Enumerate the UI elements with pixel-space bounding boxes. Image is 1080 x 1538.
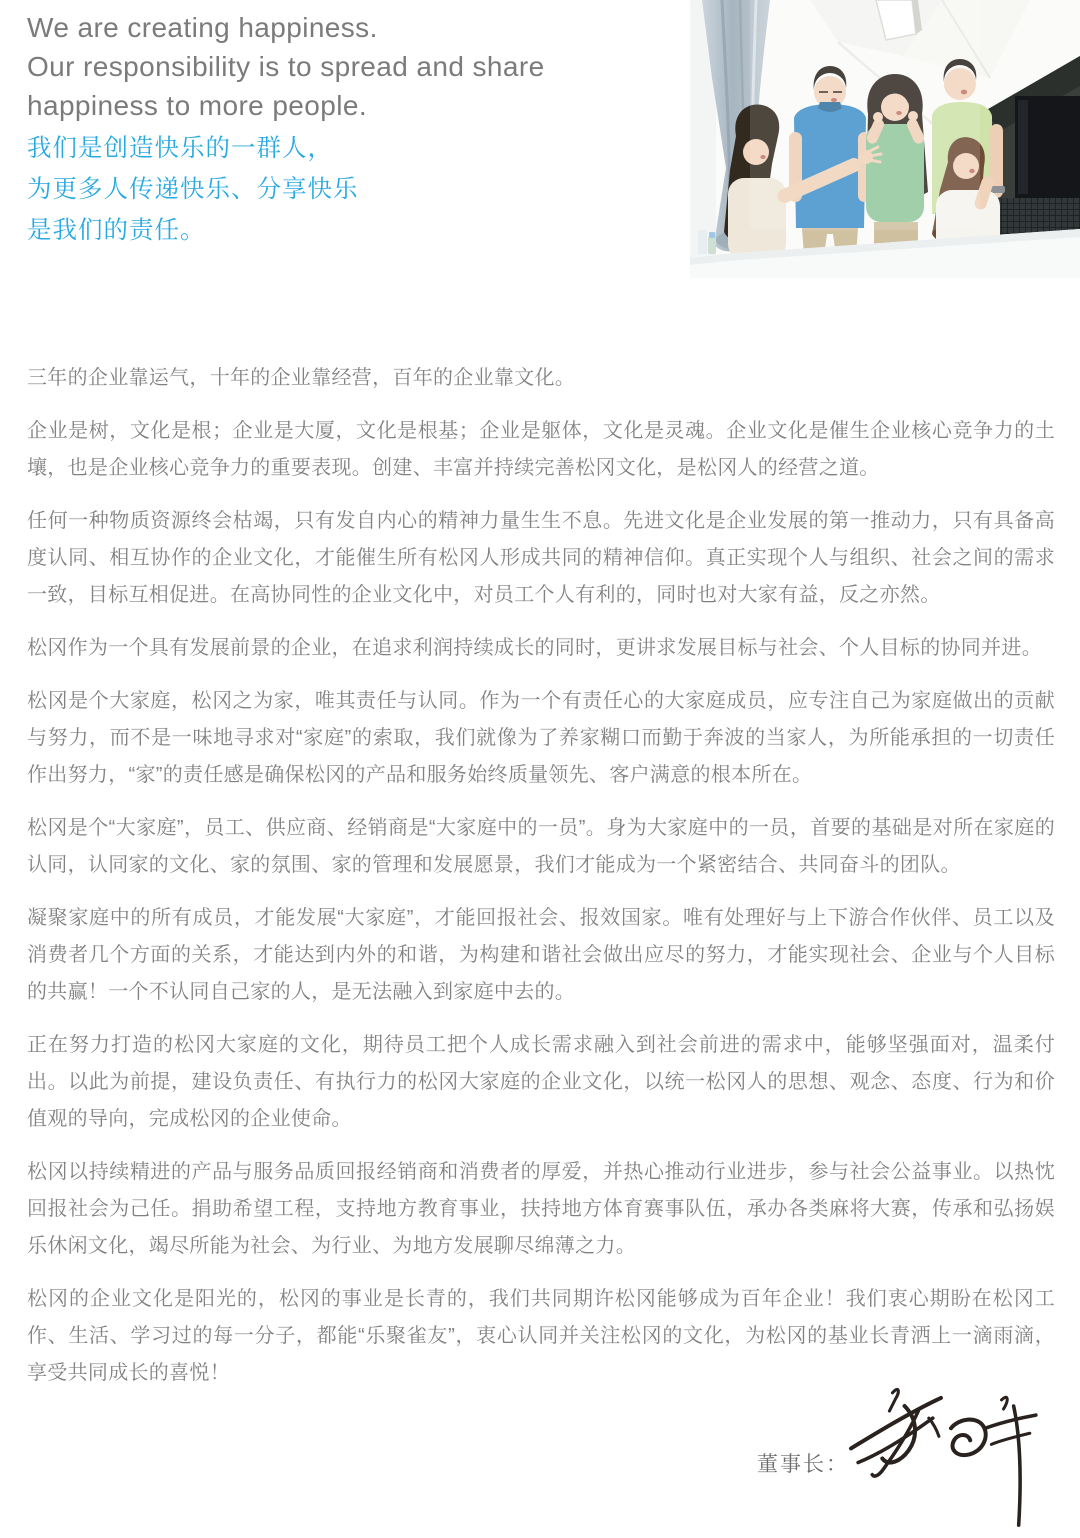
letter-paragraph-6: 松冈是个“大家庭”，员工、供应商、经销商是“大家庭中的一员”。身为大家庭中的一员，首要的基础是对所在家庭的认同，认同家的文化、家的氛围、家的管理和发展愿景，我们才能成为一个紧密结合、共同奋斗的团队。 [27,817,1055,876]
chairman-signature [848,1383,1050,1531]
team-photo-illustration [690,0,1080,278]
letter-paragraph-4: 松冈作为一个具有发展前景的企业，在追求利润持续成长的同时，更讲求发展目标与社会、个人目标的协同并进。 [27,637,1042,659]
letter-paragraph-10: 松冈的企业文化是阳光的，松冈的事业是长青的，我们共同期许松冈能够成为百年企业！我们衷心期盼在松冈工作、生活、学习过的每一分子，都能“乐聚雀友”，衷心认同并关注松冈的文化，为松冈的基业长青洒上一滴雨滴，享受共同成长的喜悦！ [27,1288,1055,1384]
chinese-tagline-line-3: 是我们的责任。 [27,217,206,244]
team-photo [690,0,1080,278]
letter-paragraph-9: 松冈以持续精进的产品与服务品质回报经销商和消费者的厚爱，并热心推动行业进步，参与社会公益事业。以热忱回报社会为己任。捐助希望工程，支持地方教育事业，扶持地方体育赛事队伍，承办各类麻将大赛，传承和弘扬娱乐休闲文化，竭尽所能为社会、为行业、为地方发展聊尽绵薄之力。 [27,1161,1055,1257]
letter-paragraph-5: 松冈是个大家庭，松冈之为家，唯其责任与认同。作为一个有责任心的大家庭成员，应专注自己为家庭做出的贡献与努力，而不是一味地寻求对“家庭”的索取，我们就像为了养家糊口而勤于奔波的当家人，为所能承担的一切责任作出努力，“家”的责任感是确保松冈的产品和服务始终质量领先、客户满意的根本所在。 [27,690,1055,786]
signature-strokes [851,1389,1036,1525]
letter-paragraph-1: 三年的企业靠运气，十年的企业靠经营，百年的企业靠文化。 [27,367,576,389]
letter-paragraph-3: 任何一种物质资源终会枯竭，只有发自内心的精神力量生生不息。先进文化是企业发展的第一推动力，只有具备高度认同、相互协作的企业文化，才能催生所有松冈人形成共同的精神信仰。真正实现个人与组织、社会之间的需求一致，目标互相促进。在高协同性的企业文化中，对员工个人有利的，同时也对大家有益，反之亦然。 [27,510,1055,606]
chinese-tagline-line-2: 为更多人传递快乐、分享快乐 [27,176,359,203]
chinese-tagline-line-1: 我们是创造快乐的一群人， [27,135,333,162]
letter-paragraph-8: 正在努力打造的松冈大家庭的文化，期待员工把个人成长需求融入到社会前进的需求中，能够坚强面对，温柔付出。以此为前提，建设负责任、有执行力的松冈大家庭的企业文化，以统一松冈人的思想、观念、态度、行为和价值观的导向，完成松冈的企业使命。 [27,1034,1055,1130]
english-tagline [27,8,545,125]
letter-paragraph-7: 凝聚家庭中的所有成员，才能发展“大家庭”，才能回报社会、报效国家。唯有处理好与上下游合作伙伴、员工以及消费者几个方面的关系，才能达到内外的和谐，为构建和谐社会做出应尽的努力，才能实现社会、企业与个人目标的共赢！一个不认同自己家的人，是无法融入到家庭中去的。 [27,907,1055,1003]
letter-paragraph-2: 企业是树，文化是根；企业是大厦，文化是根基；企业是躯体，文化是灵魂。企业文化是催生企业核心竞争力的土壤，也是企业核心竞争力的重要表现。创建、丰富并持续完善松冈文化，是松冈人的经营之道。 [27,420,1055,479]
english-tagline-line-1: We are creating happiness. [27,12,378,43]
letter-body [27,360,1055,1408]
chairman-label: 董事长： [757,1453,849,1476]
light-flare [750,0,980,230]
english-tagline-line-2: Our responsibility is to spread and share [27,51,545,82]
sill-items [698,230,716,254]
chinese-tagline [27,128,359,251]
english-tagline-line-3: happiness to more people. [27,90,367,121]
